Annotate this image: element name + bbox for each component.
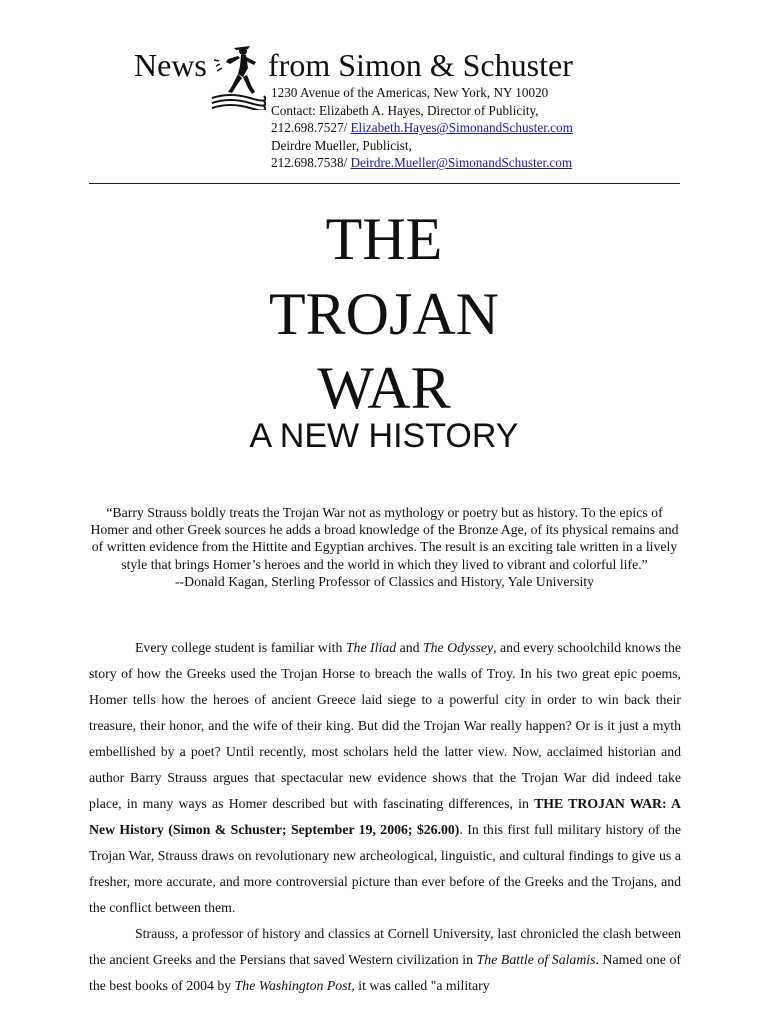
press-release-body <box>89 635 681 999</box>
paragraph-2 <box>89 921 681 999</box>
contact-line-1: Contact: Elizabeth A. Hayes, Director of Publicity, <box>271 102 539 118</box>
quote-attribution: --Donald Kagan, Sterling Professor of Classics and History, Yale University <box>174 573 595 589</box>
p1-text-a: Every college student is familiar with <box>135 640 346 655</box>
phone-1: 212.698.7527/ <box>271 120 351 136</box>
p1-text-b: , and every schoolchild knows the story of how the Greeks used the Trojan Horse to breach the walls of Troy. In his two great epic poems, Homer tells how the heroes of ancient Greece laid siege to a powerful city in order to win back their treasure, their honor, and the wife of their king. But did the Trojan War really happen? Or is it just a myth embellished by a poet? Until recently, most scholars held the latter view. Now, acclaimed historian and author Barry Strauss argues that spectacular new evidence shows that the Trojan War did indeed take place, in many ways as Homer described but with fascinating differences, in <box>89 640 681 811</box>
p1-text-c: . In this first full military history of the Trojan War, Strauss draws on revolutionary new archeological, linguistic, and cultural findings to give us a fresher, more accurate, and more controversial picture than ever before of the Greeks and the Trojans, and the conflict between them. <box>89 822 681 915</box>
paragraph-1 <box>89 635 681 921</box>
contact-line-2: Deirdre Mueller, Publicist, <box>271 137 412 153</box>
publisher-name: from Simon & Schuster <box>268 47 573 83</box>
phone-2: 212.698.7538/ <box>271 155 351 171</box>
book-subtitle: A NEW HISTORY <box>249 417 519 455</box>
title-salamis: The Battle of Salamis <box>476 952 596 967</box>
press-release-header <box>0 0 768 190</box>
title-washington-post: The Washington Post <box>234 978 352 993</box>
title-line-3: WAR <box>317 355 451 421</box>
p1-text-and: and <box>396 640 423 655</box>
title-odyssey: The Odyssey <box>422 640 494 655</box>
title-iliad: The Iliad <box>345 640 397 655</box>
sower-logo-icon <box>210 44 266 110</box>
email-link-2[interactable]: Deirdre.Mueller@SimonandSchuster.com <box>350 155 573 171</box>
endorsement-quote <box>89 504 680 590</box>
email-link-1[interactable]: Elizabeth.Hayes@SimonandSchuster.com <box>350 120 573 136</box>
contact-line-2-phone-email <box>271 154 573 172</box>
title-line-1: THE <box>325 206 443 272</box>
title-line-2: TROJAN <box>268 281 499 347</box>
book-citation: THE TROJAN WAR: A New History (Simon & Schuster; September 19, 2006; $26.00) <box>89 796 682 837</box>
p2-text-a: Strauss, a professor of history and classics at Cornell University, last chronicled the clash between the ancient Greeks and the Persians that saved Western civilization in <box>89 926 681 967</box>
contact-block <box>271 84 573 172</box>
header-divider <box>89 183 680 184</box>
quote-text: “Barry Strauss boldly treats the Trojan War not as mythology or poetry but as history. To the epics of Homer and other Greek sources he adds a broad knowledge of the Bronze Age, of its physical remains and of written evidence from the Hittite and Egyptian archives. The result is an exciting tale written in a lively style that brings Homer’s heroes and the world in which they lived to vibrant and colorful life.” <box>90 505 679 572</box>
address-line: 1230 Avenue of the Americas, New York, NY 10020 <box>271 85 549 100</box>
news-word: News <box>134 47 207 83</box>
p2-text-b: . Named one of the best books of 2004 by <box>89 952 681 993</box>
p2-text-c: , it was called "a military <box>351 978 490 993</box>
contact-line-1-phone-email <box>271 119 573 137</box>
